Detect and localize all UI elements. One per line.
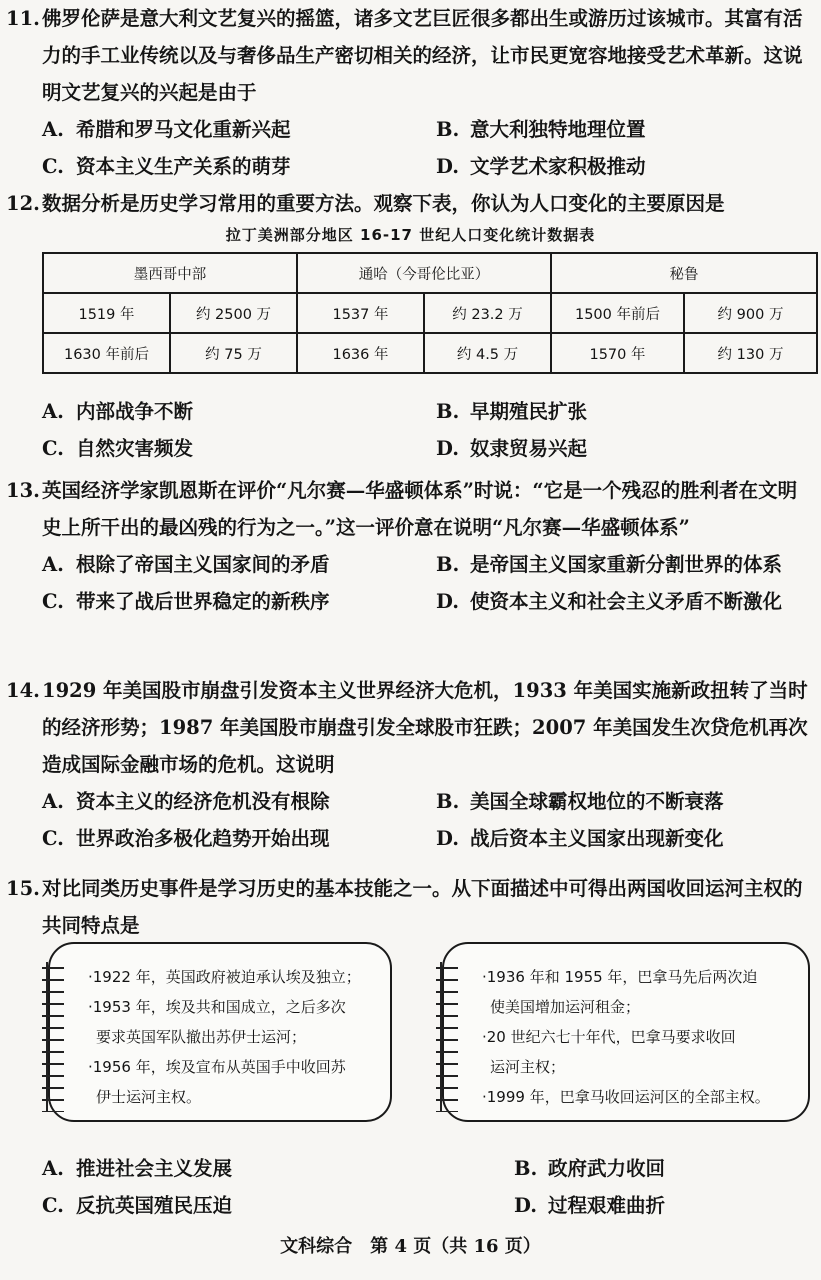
population-table <box>42 252 818 374</box>
question-12-options <box>6 393 815 467</box>
option-row <box>6 783 815 820</box>
option-row <box>6 546 815 583</box>
option-d[interactable]: D. 战后资本主义国家出现新变化 <box>436 827 724 850</box>
table-cell: 1570 年 <box>551 333 684 373</box>
option-row <box>6 583 815 620</box>
question-number: 13. <box>6 479 40 502</box>
table-row <box>43 333 817 373</box>
table-title: 拉丁美洲部分地区 16-17 世纪人口变化统计数据表 <box>225 226 596 244</box>
note-line: 要求英国军队撤出苏伊士运河； <box>96 1028 307 1046</box>
note-line: ·1922 年，英国政府被迫承认埃及独立； <box>88 968 361 986</box>
option-b[interactable]: B. 早期殖民扩张 <box>436 400 588 423</box>
note-line: ·1953 年，埃及共和国成立，之后多次 <box>88 998 346 1016</box>
note-line: 伊士运河主权。 <box>96 1088 202 1106</box>
note-line: 运河主权； <box>490 1058 566 1076</box>
question-stem: 数据分析是历史学习常用的重要方法。观察下表，你认为人口变化的主要原因是 <box>42 192 725 215</box>
table-cell: 1519 年 <box>43 293 170 333</box>
table-cell: 1537 年 <box>297 293 424 333</box>
question-stem: 1929 年美国股市崩盘引发资本主义世界经济大危机，1933 年美国实施新政扭转了当时的经济形势；1987 年美国股市崩盘引发全球股市狂跌；2007 年美国发生次贷危机再次造成国际金融市场的危机。这说明 <box>42 679 808 776</box>
option-row <box>6 148 815 185</box>
table-cell: 约 75 万 <box>170 333 297 373</box>
question-12 <box>6 185 815 222</box>
table-cell: 1636 年 <box>297 333 424 373</box>
table-cell: 约 23.2 万 <box>424 293 551 333</box>
question-number: 14. <box>6 679 40 702</box>
option-a[interactable]: A. 内部战争不断 <box>42 400 194 423</box>
note-line: ·1956 年，埃及宣布从英国手中收回苏 <box>88 1058 346 1076</box>
option-row <box>6 393 815 430</box>
table-cell: 约 4.5 万 <box>424 333 551 373</box>
option-row <box>6 430 815 467</box>
question-13 <box>6 472 815 620</box>
question-15-options <box>6 1150 815 1224</box>
option-d[interactable]: D. 过程艰难曲折 <box>514 1194 666 1217</box>
table-cell: 约 130 万 <box>684 333 817 373</box>
option-row <box>6 820 815 857</box>
option-b[interactable]: B. 美国全球霸权地位的不断衰落 <box>436 790 724 813</box>
table-cell: 约 900 万 <box>684 293 817 333</box>
page-footer: 文科综合 第 4 页（共 16 页） <box>280 1236 541 1257</box>
option-a[interactable]: A. 推进社会主义发展 <box>42 1157 233 1180</box>
option-c[interactable]: C. 自然灾害频发 <box>42 437 194 460</box>
spiral-binding-icon <box>436 962 458 1112</box>
option-b[interactable]: B. 意大利独特地理位置 <box>436 118 646 141</box>
question-stem: 佛罗伦萨是意大利文艺复兴的摇篮，诸多文艺巨匠很多都出生或游历过该城市。其富有活力的手工业传统以及与奢侈品生产密切相关的经济，让市民更宽容地接受艺术革新。这说明文艺复兴的兴起是由于 <box>42 7 803 104</box>
table-header: 秘鲁 <box>551 253 817 293</box>
question-number: 11. <box>6 7 40 30</box>
question-15 <box>6 870 815 944</box>
option-row <box>6 1150 815 1187</box>
option-c[interactable]: C. 反抗英国殖民压迫 <box>42 1194 233 1217</box>
option-row <box>6 1187 815 1224</box>
note-card-egypt <box>48 942 392 1122</box>
note-line: ·1999 年，巴拿马收回运河区的全部主权。 <box>482 1088 770 1106</box>
question-number: 12. <box>6 192 40 215</box>
note-line: 使美国增加运河租金； <box>490 998 641 1016</box>
note-card-panama <box>442 942 810 1122</box>
note-line: ·1936 年和 1955 年，巴拿马先后两次迫 <box>482 968 758 986</box>
table-cell: 1630 年前后 <box>43 333 170 373</box>
table-cell: 约 2500 万 <box>170 293 297 333</box>
table-header: 墨西哥中部 <box>43 253 297 293</box>
table-header: 通哈（今哥伦比亚） <box>297 253 551 293</box>
option-d[interactable]: D. 使资本主义和社会主义矛盾不断激化 <box>436 590 783 613</box>
note-line: ·20 世纪六七十年代，巴拿马要求收回 <box>482 1028 736 1046</box>
option-d[interactable]: D. 文学艺术家积极推动 <box>436 155 646 178</box>
table-cell: 1500 年前后 <box>551 293 684 333</box>
option-a[interactable]: A. 资本主义的经济危机没有根除 <box>42 790 330 813</box>
option-c[interactable]: C. 带来了战后世界稳定的新秩序 <box>42 590 330 613</box>
question-stem: 对比同类历史事件是学习历史的基本技能之一。从下面描述中可得出两国收回运河主权的共同特点是 <box>42 877 803 937</box>
option-a[interactable]: A. 希腊和罗马文化重新兴起 <box>42 118 291 141</box>
option-b[interactable]: B. 是帝国主义国家重新分割世界的体系 <box>436 553 783 576</box>
question-14 <box>6 672 815 857</box>
spiral-binding-icon <box>42 962 64 1112</box>
option-c[interactable]: C. 世界政治多极化趋势开始出现 <box>42 827 330 850</box>
comparison-notes <box>0 942 821 1124</box>
option-a[interactable]: A. 根除了帝国主义国家间的矛盾 <box>42 553 330 576</box>
option-c[interactable]: C. 资本主义生产关系的萌芽 <box>42 155 291 178</box>
table-row <box>43 293 817 333</box>
option-b[interactable]: B. 政府武力收回 <box>514 1157 666 1180</box>
question-stem: 英国经济学家凯恩斯在评价“凡尔赛—华盛顿体系”时说：“它是一个残忍的胜利者在文明史上所干出的最凶残的行为之一。”这一评价意在说明“凡尔赛—华盛顿体系” <box>42 479 798 539</box>
option-d[interactable]: D. 奴隶贸易兴起 <box>436 437 588 460</box>
question-11 <box>6 0 815 185</box>
question-number: 15. <box>6 877 40 900</box>
option-row <box>6 111 815 148</box>
table-header-row <box>43 253 817 293</box>
